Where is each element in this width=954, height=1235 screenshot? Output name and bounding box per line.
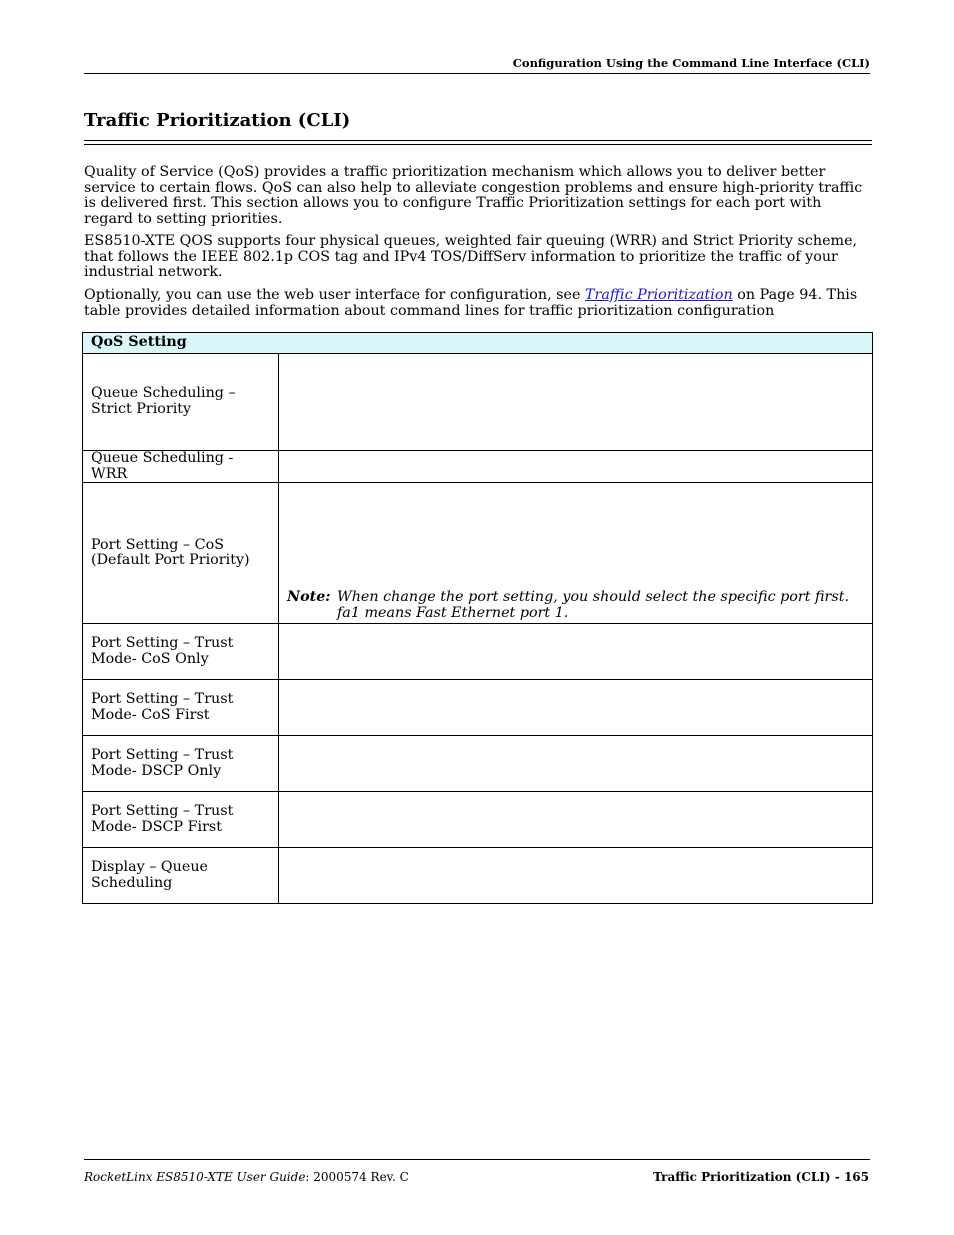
table-row: [83, 451, 873, 483]
row-content: [279, 451, 873, 483]
row-content: [279, 624, 873, 680]
traffic-prioritization-link[interactable]: Traffic Prioritization: [584, 287, 733, 303]
intro-paragraph: Quality of Service (QoS) provides a traffic prioritization mechanism which allows you to deliver better service to certain flows. QoS can also help to alleviate congestion problems and ensure high-priority traffic is delivered first. This section allows you to configure Traffic Prioritization settings for each port with regard to setting priorities.: [84, 164, 863, 227]
row-label: Port Setting – Trust Mode- DSCP First: [83, 792, 279, 848]
row-label: Queue Scheduling - WRR: [83, 451, 279, 483]
note-label: Note:: [287, 589, 331, 605]
qos-setting-table: [82, 332, 873, 904]
title-rule: [84, 140, 872, 145]
table-row: [83, 736, 873, 792]
note-text: When change the port setting, you should select the specific port first. fa1 means Fast Ethernet port 1.: [337, 589, 850, 621]
table-row: [83, 792, 873, 848]
queues-paragraph: ES8510-XTE QOS supports four physical queues, weighted fair queuing (WRR) and Strict Priority scheme, that follows the IEEE 802.1p COS tag and IPv4 TOS/DiffServ information to prioritize the traffic of your industrial network.: [84, 233, 858, 281]
row-label: Port Setting – Trust Mode- DSCP Only: [83, 736, 279, 792]
web-ui-paragraph: [84, 288, 874, 319]
footer-page-number: Traffic Prioritization (CLI) - 165: [653, 1170, 869, 1184]
footer-doc-info: [84, 1170, 409, 1184]
table-row: [83, 354, 873, 451]
row-label: Port Setting – Trust Mode- CoS Only: [83, 624, 279, 680]
table-row: [83, 680, 873, 736]
row-content: [279, 354, 873, 451]
footer-rule: [84, 1159, 870, 1160]
note: [287, 590, 864, 621]
row-label: Port Setting – Trust Mode- CoS First: [83, 680, 279, 736]
table-header-cell: QoS Setting: [83, 333, 873, 354]
table-row: [83, 848, 873, 904]
row-content: [279, 792, 873, 848]
header-rule: [84, 73, 870, 74]
table-header-row: [83, 333, 873, 354]
footer-guide-title: RocketLinx ES8510-XTE User Guide: [84, 1170, 306, 1184]
section-title: Traffic Prioritization (CLI): [84, 110, 351, 131]
row-content: [279, 483, 873, 624]
footer-revision: : 2000574 Rev. C: [305, 1170, 409, 1184]
row-label: Port Setting – CoS (Default Port Priority): [83, 483, 279, 624]
table-row: [83, 624, 873, 680]
row-content: [279, 848, 873, 904]
running-header: Configuration Using the Command Line Interface (CLI): [512, 56, 870, 70]
paragraph-text-before: Optionally, you can use the web user interface for configuration, see: [84, 287, 585, 303]
table-row: [83, 483, 873, 624]
row-label: Display – Queue Scheduling: [83, 848, 279, 904]
row-content: [279, 736, 873, 792]
row-content: [279, 680, 873, 736]
paragraph-text-after: on Page 94. This table provides detailed information about command lines for traffic prioritization configuration: [84, 287, 858, 319]
row-label: Queue Scheduling – Strict Priority: [83, 354, 279, 451]
